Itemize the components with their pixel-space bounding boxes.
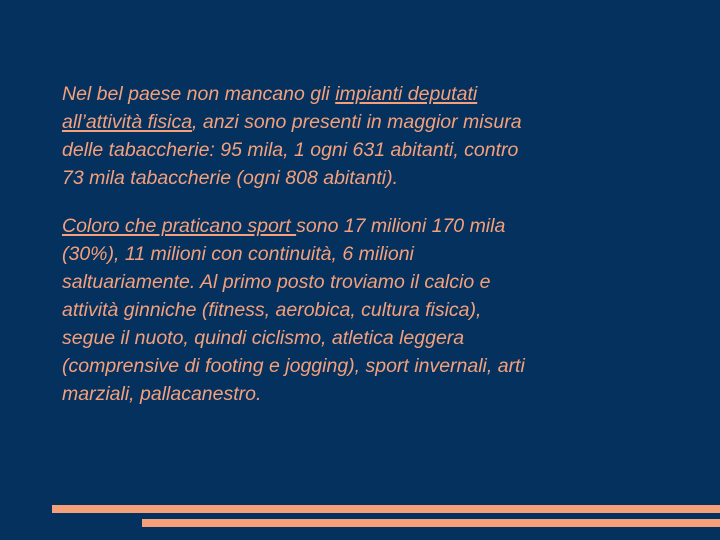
- paragraph-1-line-4: 73 mila tabaccherie (ogni 808 abitanti).: [62, 167, 399, 189]
- paragraph-sport: [62, 212, 672, 408]
- paragraph-1-line-2: [62, 108, 672, 136]
- paragraph-2-line-7: marziali, pallacanestro.: [62, 383, 262, 405]
- praticano-sport-link[interactable]: Coloro che praticano sport: [62, 215, 297, 237]
- impianti-link[interactable]: impianti deputati: [335, 83, 478, 105]
- attivita-fisica-link[interactable]: all’attività fisica: [62, 111, 193, 133]
- paragraph-tabaccherie: [62, 80, 672, 192]
- paragraph-2-line-3: saltuariamente. Al primo posto troviamo il calcio e: [62, 271, 491, 293]
- paragraph-1-text: , anzi sono presenti in maggior misura: [192, 111, 522, 133]
- paragraph-2-line-2: (30%), 11 milioni con continuità, 6 milioni: [62, 243, 414, 265]
- paragraph-1-line-1: [62, 80, 672, 108]
- decorative-bar-bottom: [142, 519, 720, 527]
- paragraph-1-line-3: delle tabaccherie: 95 mila, 1 ogni 631 abitanti, contro: [62, 139, 519, 161]
- paragraph-1-text: Nel bel paese non mancano gli: [62, 83, 336, 105]
- paragraph-2-line-1: [62, 212, 672, 240]
- paragraph-2-line-4: attività ginniche (fitness, aerobica, cultura fisica),: [62, 299, 482, 321]
- paragraph-2-line-6: (comprensive di footing e jogging), sport invernali, arti: [62, 355, 525, 377]
- slide-text: [62, 80, 672, 428]
- paragraph-2-text: sono 17 milioni 170 mila: [296, 215, 506, 237]
- paragraph-2-line-5: segue il nuoto, quindi ciclismo, atletica leggera: [62, 327, 465, 349]
- decorative-bar-top: [52, 505, 720, 513]
